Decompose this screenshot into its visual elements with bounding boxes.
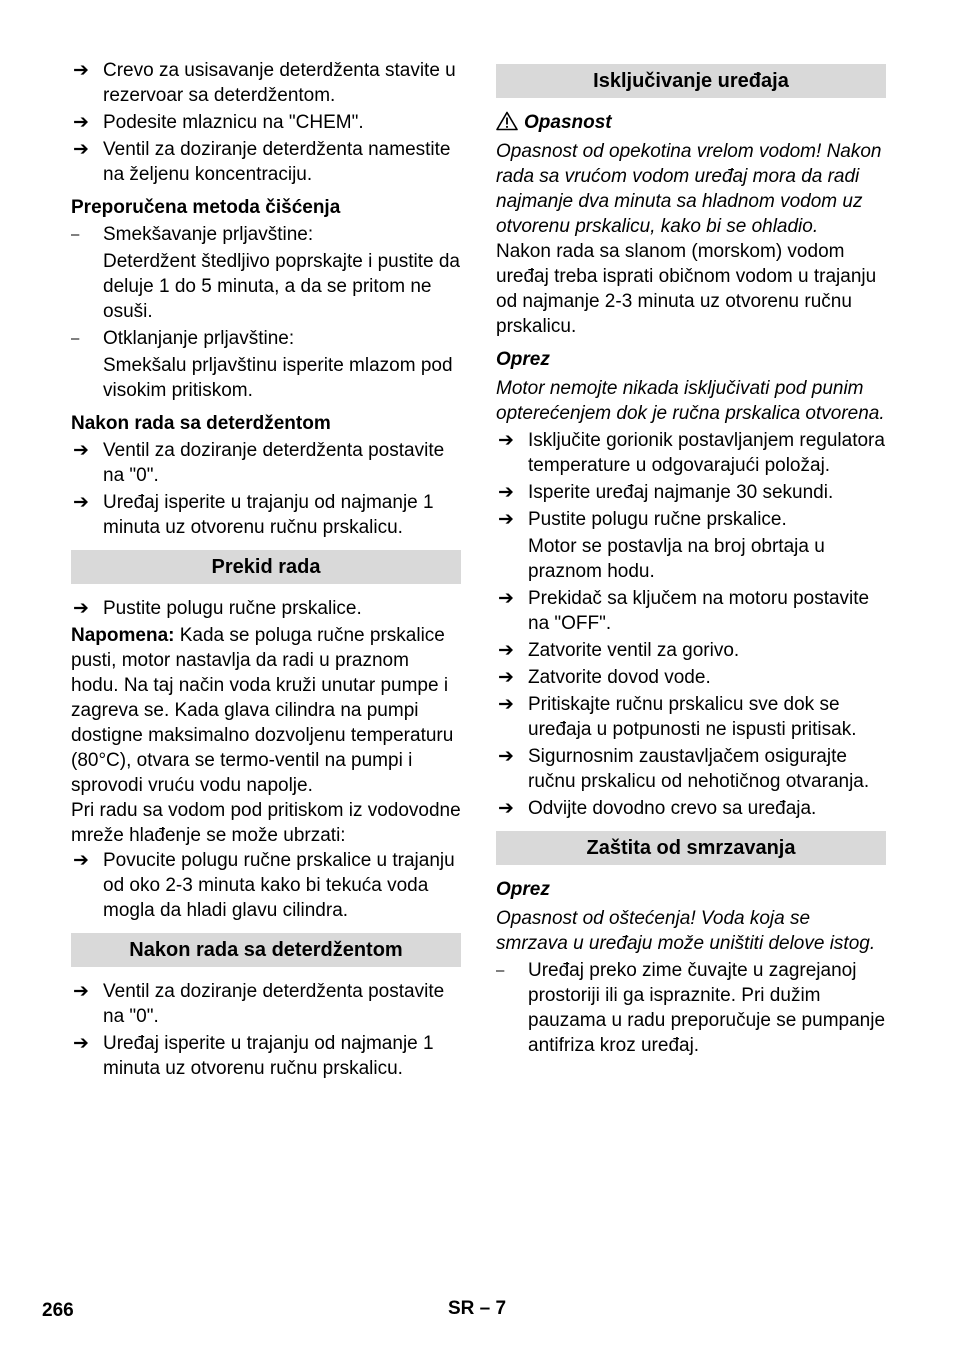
note-paragraph	[71, 623, 461, 798]
list-item-text: Zatvorite dovod vode.	[528, 667, 711, 688]
caution-text: Opasnost od oštećenja! Voda koja se smrzava u uređaju može uništiti delove istog.	[496, 908, 876, 954]
danger-label: Opasnost	[524, 112, 612, 133]
list-item-text: Pustite polugu ručne prskalice.	[103, 598, 362, 619]
arrow-icon: ➔	[498, 509, 514, 530]
arrow-icon: ➔	[73, 112, 89, 133]
list-item-text: Pritiskajte ručnu prskalicu sve dok se uređaja u potpunosti ne ispusti pritisak.	[528, 694, 857, 740]
list-item-detail: Motor se postavlja na broj obrtaja u praznom hodu.	[528, 536, 825, 582]
list-item	[71, 58, 461, 108]
section-header-interrupt: Prekid rada	[71, 550, 461, 584]
list-item-text: Uređaj isperite u trajanju od najmanje 1 minuta uz otvorenu ručnu prskalicu.	[103, 492, 434, 538]
paragraph: Pri radu sa vodom pod pritiskom iz vodovodne mreže hlađenje se može ubrzati:	[71, 800, 461, 846]
list-item	[496, 692, 886, 742]
note-label: Napomena:	[71, 625, 175, 646]
left-column	[71, 58, 461, 1083]
danger-text: Opasnost od opekotina vrelom vodom! Nakon rada sa vrućom vodom uređaj mora da radi najmanje dva minuta sa hladnom vodom uz otvorenu prskalicu, kako bi se ohladio.	[496, 141, 882, 237]
list-item-text: Pustite polugu ručne prskalice.	[528, 509, 787, 530]
arrow-icon: ➔	[498, 588, 514, 609]
list-item-detail: Deterdžent štedljivo poprskajte i pustite da deluje 1 do 5 minuta, a da se pritom ne osuši.	[103, 251, 460, 322]
list-item-text: Crevo za usisavanje deterdženta stavite u rezervoar sa deterdžentom.	[103, 60, 456, 106]
list-item-text: Prekidač sa ključem na motoru postavite na "OFF".	[528, 588, 870, 634]
danger-heading	[496, 110, 886, 135]
list-item-text: Ventil za doziranje deterdženta postavite na "0".	[103, 440, 445, 486]
list-item	[71, 979, 461, 1029]
language-page-label: SR – 7	[448, 1298, 507, 1319]
list-item-text: Smekšavanje prljavštine:	[103, 224, 314, 245]
list-item	[71, 1031, 461, 1081]
list-item-detail: Smekšalu prljavštinu isperite mlazom pod visokim pritiskom.	[103, 355, 453, 401]
arrow-icon: ➔	[498, 746, 514, 767]
arrow-icon: ➔	[498, 640, 514, 661]
arrow-icon: ➔	[73, 60, 89, 81]
arrow-icon: ➔	[498, 430, 514, 451]
dash-icon: –	[71, 330, 80, 347]
list-item-text: Sigurnosnim zaustavljačem osigurajte ručnu prskalicu od nehotičnog otvaranja.	[528, 746, 870, 792]
list-item	[71, 110, 461, 135]
list-item	[496, 744, 886, 794]
list-item	[496, 507, 886, 532]
page-number: 266	[42, 1300, 74, 1321]
arrow-icon: ➔	[498, 694, 514, 715]
paragraph: Nakon rada sa slanom (morskom) vodom uređaj treba isprati običnom vodom u trajanju od najmanje 2-3 minuta uz otvorenu ručnu prskalicu.	[496, 241, 877, 337]
arrow-icon: ➔	[73, 1033, 89, 1054]
list-item-text: Podesite mlaznicu na "CHEM".	[103, 112, 364, 133]
list-item-text: Zatvorite ventil za gorivo.	[528, 640, 740, 661]
list-item	[71, 438, 461, 488]
arrow-icon: ➔	[498, 482, 514, 503]
list-item-text: Odvijte dovodno crevo sa uređaja.	[528, 798, 817, 819]
arrow-icon: ➔	[73, 440, 89, 461]
list-item	[71, 596, 461, 621]
list-item-text: Otklanjanje prljavštine:	[103, 328, 295, 349]
after-detergent-subheading: Nakon rada sa deterdžentom	[71, 413, 331, 434]
list-item-text: Uređaj preko zime čuvajte u zagrejanoj prostoriji ili ga ispraznite. Pri dužim pauzama u radu preporučuje se pumpanje antifriza kroz uređaj.	[528, 960, 886, 1056]
arrow-icon: ➔	[498, 667, 514, 688]
recommended-method-heading: Preporučena metoda čišćenja	[71, 197, 341, 218]
list-item	[71, 222, 461, 247]
list-item-text: Povucite polugu ručne prskalice u trajanju od oko 2-3 minuta kako bi tekuća voda mogla da hladi glavu cilindra.	[103, 850, 455, 921]
list-item-text: Uređaj isperite u trajanju od najmanje 1 minuta uz otvorenu ručnu prskalicu.	[103, 1033, 434, 1079]
arrow-icon: ➔	[73, 139, 89, 160]
section-header-frost: Zaštita od smrzavanja	[496, 831, 886, 865]
caution-label: Oprez	[496, 879, 550, 900]
list-item-text: Ventil za doziranje deterdženta namestite na željenu koncentraciju.	[103, 139, 451, 185]
caution-label: Oprez	[496, 349, 550, 370]
list-item-text: Isključite gorionik postavljanjem regulatora temperature u odgovarajući položaj.	[528, 430, 885, 476]
dash-icon: –	[71, 226, 80, 243]
dash-icon: –	[496, 962, 505, 979]
list-item	[496, 796, 886, 821]
arrow-icon: ➔	[498, 798, 514, 819]
section-header-after-detergent: Nakon rada sa deterdžentom	[71, 933, 461, 967]
section-header-shutdown: Isključivanje uređaja	[496, 64, 886, 98]
arrow-icon: ➔	[73, 492, 89, 513]
list-item	[496, 665, 886, 690]
list-item	[71, 137, 461, 187]
list-item	[496, 638, 886, 663]
list-item	[71, 490, 461, 540]
arrow-icon: ➔	[73, 981, 89, 1002]
list-item-text: Isperite uređaj najmanje 30 sekundi.	[528, 482, 834, 503]
list-item	[496, 958, 886, 1058]
warning-triangle-icon	[496, 111, 518, 131]
list-item	[496, 480, 886, 505]
list-item-text: Ventil za doziranje deterdženta postavite na "0".	[103, 981, 445, 1027]
list-item	[496, 586, 886, 636]
list-item	[71, 326, 461, 351]
caution-text: Motor nemojte nikada isključivati pod punim opterećenjem dok je ručna prskalica otvorena.	[496, 378, 885, 424]
right-column	[496, 58, 886, 1060]
list-item	[71, 848, 461, 923]
note-text: Kada se poluga ručne prskalice pusti, motor nastavlja da radi u praznom hodu. Na taj način voda kruži unutar pumpe i zagreva se. Kada glava cilindra na pumpi dostigne maksimalno dozvoljenu temperaturu (80°C), otvara se termo-ventil na pumpi i sprovodi vruću vodu napolje.	[71, 625, 454, 796]
arrow-icon: ➔	[73, 850, 89, 871]
arrow-icon: ➔	[73, 598, 89, 619]
list-item	[496, 428, 886, 478]
